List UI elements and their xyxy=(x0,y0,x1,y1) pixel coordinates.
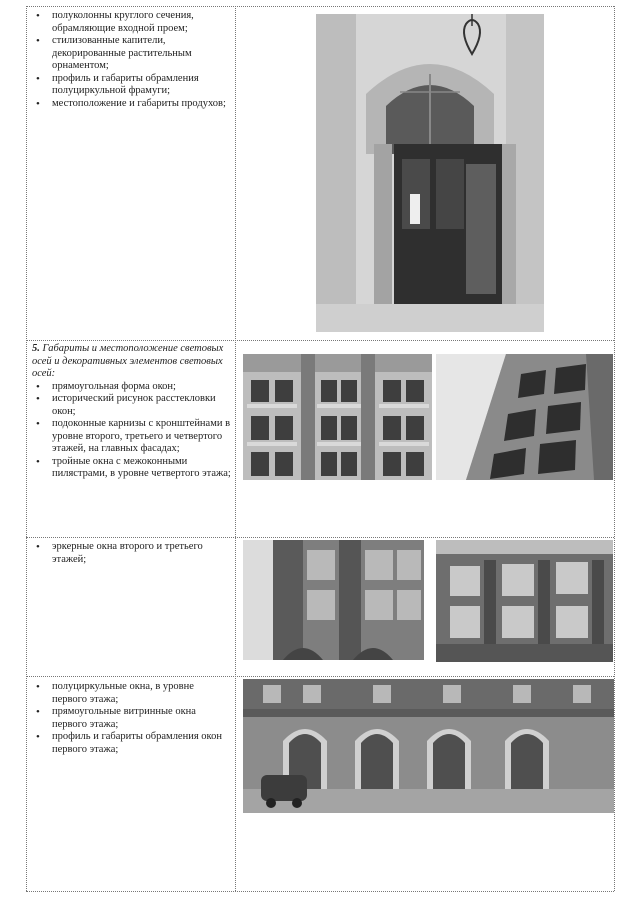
row1-list xyxy=(30,10,230,110)
list-item: • стилизованные капители, декорированные растительным орнаментом; xyxy=(30,35,230,73)
table-border-right xyxy=(614,6,615,891)
bay-windows-detail-photo xyxy=(436,540,613,662)
list-item: • исторический рисунок расстекловки окон; xyxy=(30,393,232,418)
row-divider-1 xyxy=(26,340,614,341)
facade-windows-photo xyxy=(243,354,432,480)
table-border-left xyxy=(26,6,27,891)
row2-text-cell xyxy=(30,343,232,481)
list-item: • профиль и габариты обрамления полуциркульной фрамуги; xyxy=(30,73,230,98)
row1-text-cell xyxy=(30,10,230,110)
ground-floor-windows-photo xyxy=(243,679,614,813)
list-item: • местоположение и габариты продухов; xyxy=(30,98,230,111)
column-divider xyxy=(235,6,236,891)
row2-list xyxy=(30,381,232,481)
list-item: • тройные окна с межоконными пилястрами, в уровне четвертого этажа; xyxy=(30,456,232,481)
row3-text-cell xyxy=(30,541,230,566)
list-item: • полуциркульные окна, в уровне первого этажа; xyxy=(30,681,230,706)
bay-windows-photo xyxy=(243,540,424,660)
row-divider-3 xyxy=(26,676,614,677)
section-title: Габариты и местоположение световых осей и декоративных элементов световых осей: xyxy=(32,343,224,379)
list-item: • профиль и габариты обрамления окон первого этажа; xyxy=(30,731,230,756)
list-item: • эркерные окна второго и третьего этажей; xyxy=(30,541,230,566)
list-item: • прямоугольная форма окон; xyxy=(30,381,232,394)
entrance-portal-photo xyxy=(316,14,544,332)
row4-list xyxy=(30,681,230,756)
section-number: 5. xyxy=(32,343,40,354)
row3-list xyxy=(30,541,230,566)
table-border-bottom xyxy=(26,891,614,892)
section-heading xyxy=(30,343,232,381)
list-item: • прямоугольные витринные окна первого этажа; xyxy=(30,706,230,731)
row4-text-cell xyxy=(30,681,230,756)
row-divider-2 xyxy=(26,537,614,538)
table-border-top xyxy=(26,6,614,7)
facade-perspective-photo xyxy=(436,354,613,480)
list-item: • подоконные карнизы с кронштейнами в уровне второго, третьего и четвертого этажей, на главных фасадах; xyxy=(30,418,232,456)
list-item: • полуколонны круглого сечения, обрамляющие входной проем; xyxy=(30,10,230,35)
